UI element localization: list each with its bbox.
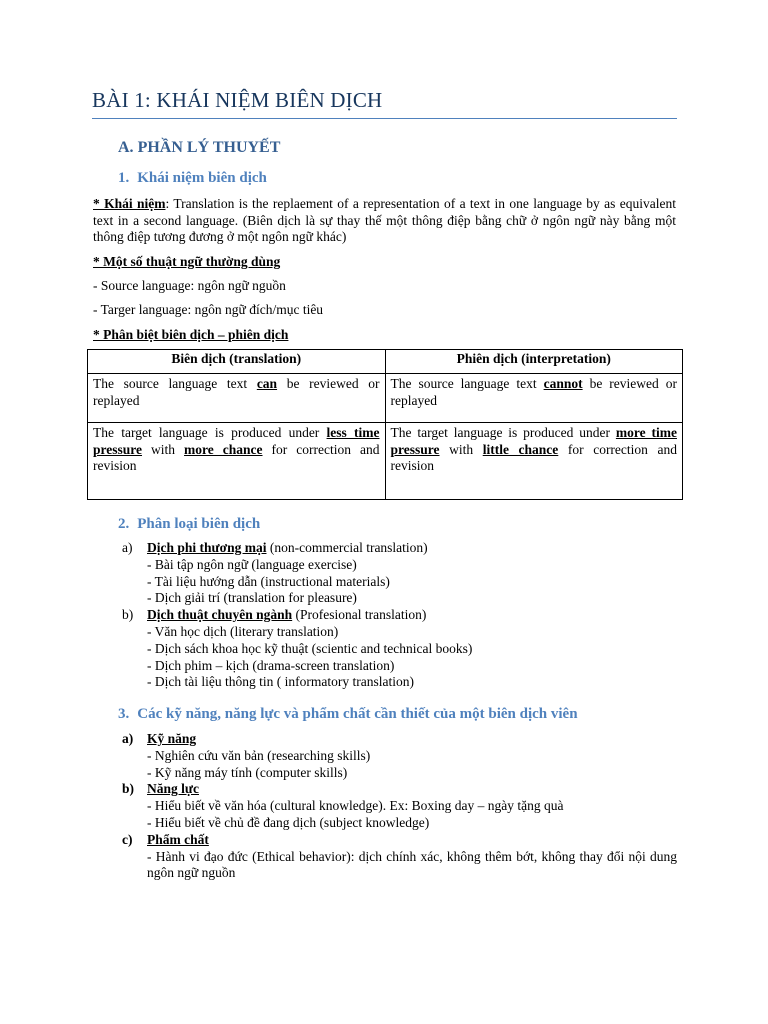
definition-paragraph — [93, 196, 676, 246]
cell-text: for correction and revision — [390, 441, 677, 473]
list-term: Phẩm chất — [147, 831, 209, 847]
table-header-translation: Biên dịch (translation) — [88, 350, 386, 374]
list-subitem: - Dịch tài liệu thông tin ( informatory translation) — [147, 674, 414, 690]
list-subitem: - Bài tập ngôn ngữ (language exercise) — [147, 556, 357, 572]
term-source-language: - Source language: ngôn ngữ nguồn — [93, 278, 286, 293]
cell-text: The target language is produced under — [390, 425, 616, 440]
section-1-number: 1. — [118, 170, 130, 186]
table-header-row — [88, 350, 683, 374]
terms-heading: * Một số thuật ngữ thường dùng — [93, 254, 281, 269]
list-item — [122, 781, 677, 831]
list-item — [122, 540, 682, 607]
section-2-heading — [118, 516, 260, 533]
table-row — [88, 374, 683, 423]
title-underline — [92, 118, 677, 119]
list-subitem: - Dịch giải trí (translation for pleasure) — [147, 590, 357, 606]
cell-text: with — [439, 441, 483, 457]
section-3-title: Các kỹ năng, năng lực và phẩm chất cần thiết của một biên dịch viên — [137, 706, 578, 722]
list-item — [122, 731, 677, 781]
section-a-heading — [118, 139, 280, 157]
list-subitem: - Dịch phim – kịch (drama-screen translation) — [147, 657, 395, 673]
cell-text: with — [142, 441, 185, 457]
cell-text: The target language is produced under — [93, 425, 327, 440]
list-term-desc: (Profesional translation) — [292, 607, 427, 623]
cell-emphasis: can — [256, 376, 278, 391]
section-1-title: Khái niệm biên dịch — [137, 170, 267, 186]
table-cell-interpretation-review — [385, 374, 683, 423]
list-label: c) — [122, 831, 133, 847]
table-row — [88, 423, 683, 500]
table-cell-interpretation-pressure — [385, 423, 683, 500]
list-item — [122, 607, 682, 691]
page-title: BÀI 1: KHÁI NIỆM BIÊN DỊCH — [92, 88, 383, 112]
list-subitem: - Văn học dịch (literary translation) — [147, 623, 339, 639]
list-subitem: - Kỹ năng máy tính (computer skills) — [147, 764, 348, 780]
section-a-text: PHẦN LÝ THUYẾT — [137, 139, 281, 156]
list-label: a) — [122, 540, 133, 555]
cell-text: The source language text — [93, 376, 257, 391]
cell-emphasis: cannot — [543, 376, 583, 391]
table-cell-translation-pressure — [88, 423, 386, 500]
classification-list — [122, 540, 682, 691]
list-term-desc: (non-commercial translation) — [266, 540, 428, 555]
table-cell-translation-review — [88, 374, 386, 423]
list-subitem: - Hiểu biết về chủ đề đang dịch (subject knowledge) — [147, 814, 430, 830]
cell-emphasis: more chance — [184, 441, 263, 457]
definition-term: * Khái niệm — [93, 196, 166, 211]
list-subitem: - Dịch sách khoa học kỹ thuật (scientic and technical books) — [147, 640, 473, 656]
cell-text: be reviewed or replayed — [93, 376, 380, 408]
cell-emphasis: little chance — [482, 441, 559, 457]
section-2-number: 2. — [118, 516, 130, 532]
section-1-heading — [118, 170, 267, 187]
list-label: a) — [122, 731, 134, 746]
cell-text: be reviewed or replayed — [390, 376, 677, 408]
list-term: Kỹ năng — [147, 731, 197, 746]
cell-text: The source language text — [390, 376, 544, 391]
term-target-language: - Targer language: ngôn ngữ đích/mục tiêu — [93, 302, 324, 317]
section-a-label: A. — [118, 139, 134, 156]
section-3-heading — [118, 706, 578, 723]
list-item — [122, 832, 677, 882]
list-label: b) — [122, 607, 134, 623]
comparison-table — [87, 349, 683, 500]
list-subitem: - Hành vi đạo đức (Ethical behavior): dịch chính xác, không thêm bớt, không thay đổi nội dung ngôn ngữ nguồn — [147, 848, 677, 881]
list-subitem: - Hiểu biết về văn hóa (cultural knowledge). Ex: Boxing day – ngày tặng quà — [147, 798, 564, 814]
section-3-number: 3. — [118, 706, 130, 722]
list-subitem: - Nghiên cứu văn bản (researching skills) — [147, 747, 371, 763]
list-term: Dịch thuật chuyên ngành — [147, 607, 293, 623]
cell-text: for correction and revision — [93, 441, 380, 473]
cell-emphasis: less time pressure — [93, 425, 380, 457]
list-term: Năng lực — [147, 781, 199, 797]
list-subitem: - Tài liệu hướng dẫn (instructional materials) — [147, 573, 390, 589]
section-2-title: Phân loại biên dịch — [137, 516, 261, 532]
skills-list — [122, 731, 677, 882]
table-header-interpretation: Phiên dịch (interpretation) — [385, 350, 683, 374]
list-label: b) — [122, 781, 135, 797]
cell-emphasis: more time pressure — [390, 425, 677, 457]
list-term: Dịch phi thương mại — [147, 540, 267, 555]
definition-text: : Translation is the replaement of a representation of a text in one language by as equivalent text in a second language. (Biên dịch là sự thay thế một thông điệp bằng chữ ở ngôn ngữ này bằng một thông điệp tương đương ở một ngôn ngữ khác) — [93, 196, 676, 244]
compare-heading: * Phân biệt biên dịch – phiên dịch — [93, 327, 289, 342]
